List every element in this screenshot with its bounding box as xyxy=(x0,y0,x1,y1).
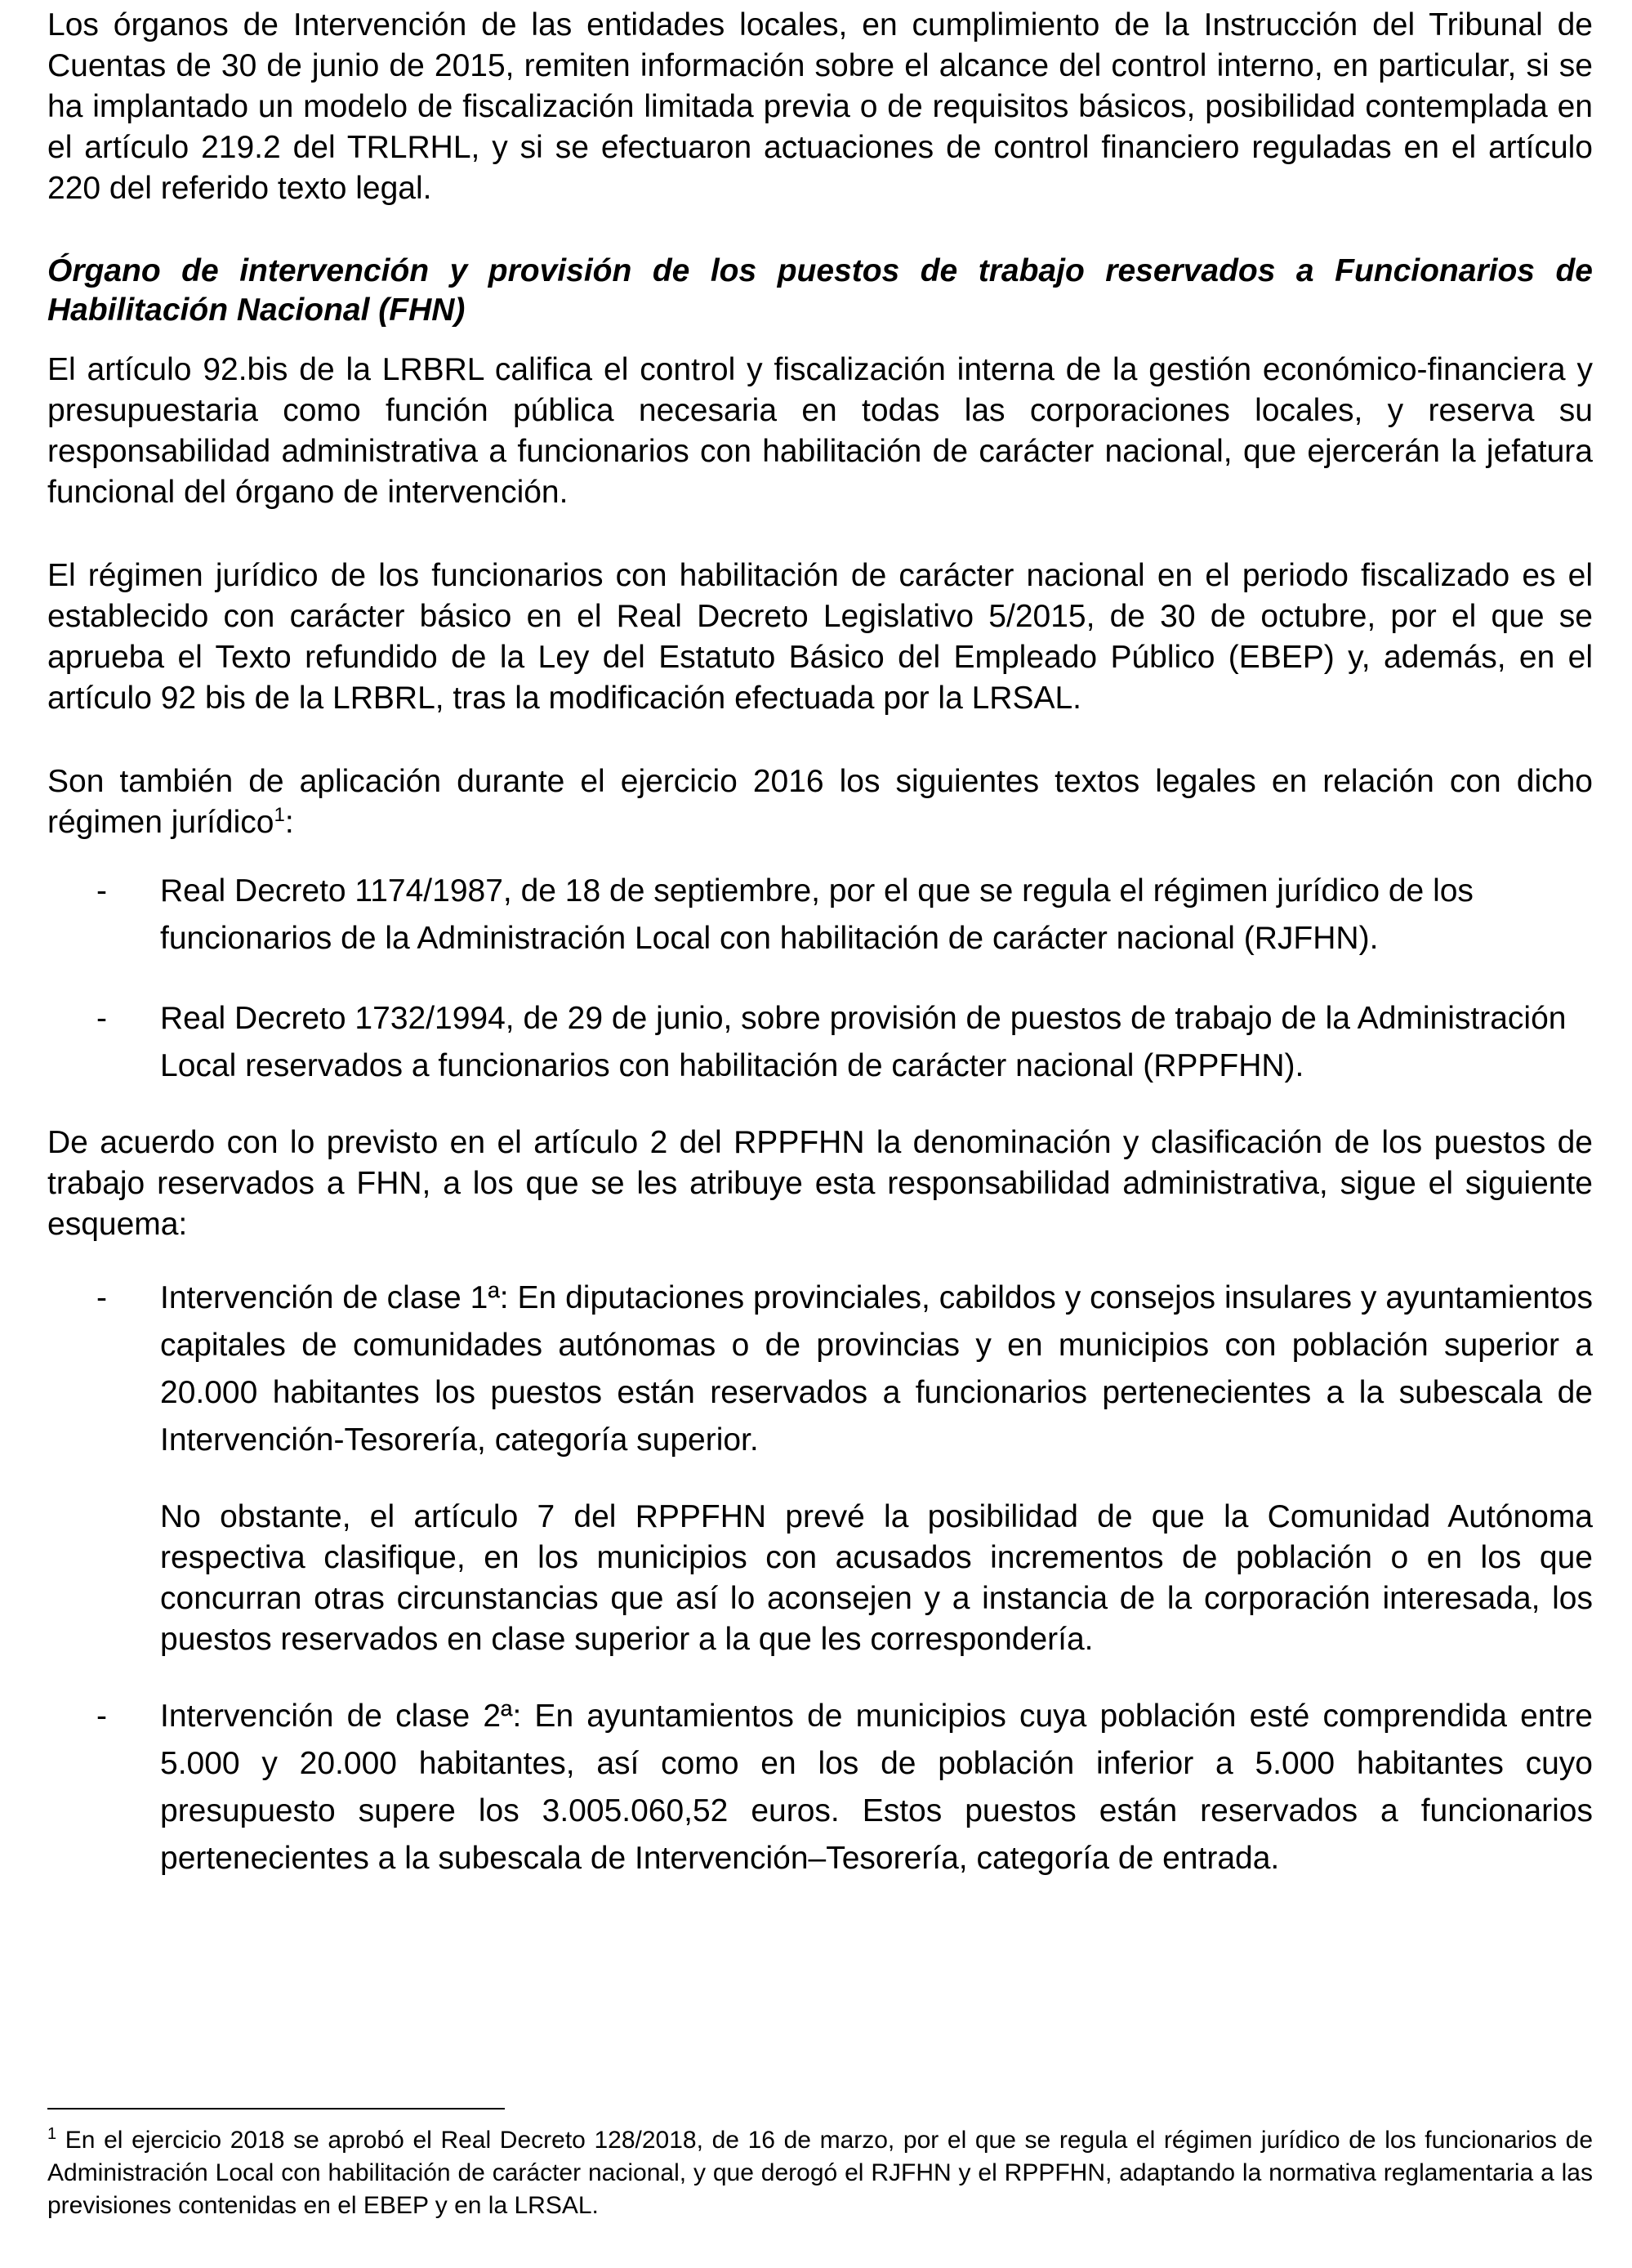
list-item-text: Intervención de clase 1ª: En diputaciones provinciales, cabildos y consejos insulares y ayuntamientos capitales de comunidades autónomas o de provincias y en municipios con población superior a 20.000 habitantes los puestos están reservados a funcionarios pertenecientes a la subescala de Intervención-Tesorería, categoría superior. xyxy=(160,1280,1593,1458)
footnote-separator xyxy=(47,2108,505,2110)
list-item xyxy=(47,868,1593,962)
paragraph-textos-legales-colon: : xyxy=(284,805,294,840)
list-bullet: - xyxy=(96,1001,107,1036)
classification-list xyxy=(47,1275,1593,1882)
footnote-mark: 1 xyxy=(47,2125,57,2143)
footnote-text-block xyxy=(47,2124,1593,2222)
list-item-text: Real Decreto 1732/1994, de 29 de junio, sobre provisión de puestos de trabajo de la Administración Local reservados a funcionarios con habilitación de carácter nacional (RPPFHN). xyxy=(160,1001,1567,1083)
list-item xyxy=(47,1275,1593,1660)
list-item-subparagraph: No obstante, el artículo 7 del RPPFHN prevé la posibilidad de que la Comunidad Autónoma respectiva clasifique, en los municipios con acusados incrementos de población o en los que concurran otras circunstancias que así lo aconsejen y a instancia de la corporación interesada, los puestos reservados en clase superior a la que les correspondería. xyxy=(160,1499,1593,1657)
list-item xyxy=(47,995,1593,1090)
list-bullet: - xyxy=(96,1280,107,1315)
paragraph-textos-legales-text: Son también de aplicación durante el ejercicio 2016 los siguientes textos legales en relación con dicho régimen jurídico xyxy=(47,764,1593,840)
list-bullet: - xyxy=(96,873,107,909)
document-page xyxy=(47,5,1593,1915)
list-item-text: Intervención de clase 2ª: En ayuntamientos de municipios cuya población esté comprendida entre 5.000 y 20.000 habitantes, así como en los de población inferior a 5.000 habitantes cuyo presupuesto supere los 3.005.060,52 euros. Estos puestos están reservados a funcionarios pertenecientes a la subescala de Intervención–Tesorería, categoría de entrada. xyxy=(160,1699,1593,1876)
section-heading: Órgano de intervención y provisión de los puestos de trabajo reservados a Funcionarios de Habilitación Nacional (FHN) xyxy=(47,253,1593,328)
list-bullet: - xyxy=(96,1699,107,1734)
paragraph-control-interno: Los órganos de Intervención de las entidades locales, en cumplimiento de la Instrucción del Tribunal de Cuentas de 30 de junio de 2015, remiten información sobre el alcance del control interno, en particular, si se ha implantado un modelo de fiscalización limitada previa o de requisitos básicos, posibilidad contemplada en el artículo 219.2 del TRLRHL, y si se efectuaron actuaciones de control financiero reguladas en el artículo 220 del referido texto legal. xyxy=(47,7,1593,206)
list-item-text: Real Decreto 1174/1987, de 18 de septiembre, por el que se regula el régimen jurídico de los funcionarios de la Administración Local con habilitación de carácter nacional (RJFHN). xyxy=(160,873,1474,956)
paragraph-regimen-juridico: El régimen jurídico de los funcionarios con habilitación de carácter nacional en el periodo fiscalizado es el establecido con carácter básico en el Real Decreto Legislativo 5/2015, de 30 de octubre, por el que se aprueba el Texto refundido de la Ley del Estatuto Básico del Empleado Público (EBEP) y, además, en el artículo 92 bis de la LRBRL, tras la modificación efectuada por la LRSAL. xyxy=(47,558,1593,716)
footnote-text: En el ejercicio 2018 se aprobó el Real Decreto 128/2018, de 16 de marzo, por el que se regula el régimen jurídico de los funcionarios de Administración Local con habilitación de carácter nacional, y que derogó el RJFHN y el RPPFHN, adaptando la normativa reglamentaria a las previsiones contenidas en el EBEP y en la LRSAL. xyxy=(47,2127,1593,2219)
paragraph-textos-legales xyxy=(47,761,1593,843)
paragraph-esquema: De acuerdo con lo previsto en el artículo 2 del RPPFHN la denominación y clasificación de los puestos de trabajo reservados a FHN, a los que se les atribuye esta responsabilidad administrativa, sigue el siguiente esquema: xyxy=(47,1125,1593,1242)
paragraph-articulo-92bis: El artículo 92.bis de la LRBRL califica el control y fiscalización interna de la gestión económico-financiera y presupuestaria como función pública necesaria en todas las corporaciones locales, y reserva su responsabilidad administrativa a funcionarios con habilitación de carácter nacional, que ejercerán la jefatura funcional del órgano de intervención. xyxy=(47,352,1593,510)
footnote-reference: 1 xyxy=(274,804,285,826)
legal-texts-list xyxy=(47,868,1593,1090)
footnote xyxy=(47,2124,1593,2222)
list-item xyxy=(47,1693,1593,1882)
